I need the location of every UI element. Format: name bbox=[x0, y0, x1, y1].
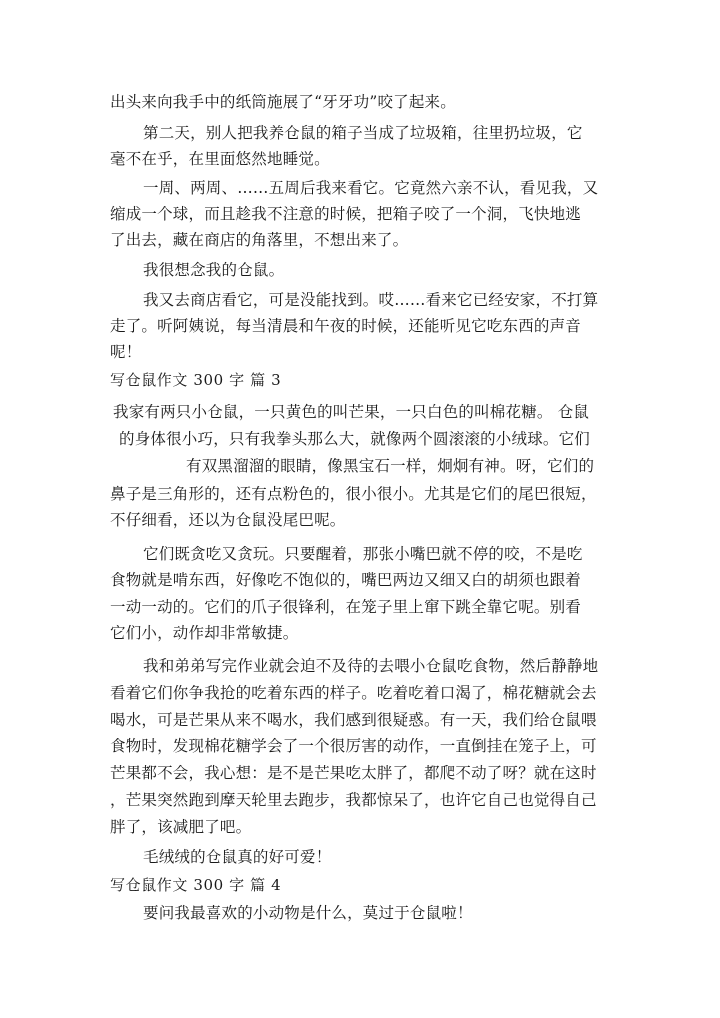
text-line: 我很想念我的仓鼠。 bbox=[143, 261, 285, 279]
text-line: ，芒果突然跑到摩天轮里去跑步，我都惊呆了，也许它自己也觉得自己 bbox=[110, 791, 597, 809]
section-heading: 写仓鼠作文 300 字 篇 4 bbox=[110, 876, 282, 894]
text-line: 我和弟弟写完作业就会迫不及待的去喂小仓鼠吃食物，然后静静地 bbox=[143, 657, 599, 675]
section-heading: 写仓鼠作文 300 字 篇 3 bbox=[110, 371, 282, 389]
text-line: 了出去，藏在商店的角落里，不想出来了。 bbox=[110, 231, 409, 249]
text-line: 芒果都不会，我心想：是不是芒果吃太胖了，都爬不动了呀？就在这时 bbox=[110, 764, 597, 782]
text-line: 缩成一个球，而且趁我不注意的时候，把箱子咬了一个洞，飞快地逃 bbox=[110, 205, 582, 223]
text-line: 它们小，动作却非常敏捷。 bbox=[110, 624, 299, 642]
text-line: 要问我最喜欢的小动物是什么，莫过于仓鼠啦！ bbox=[143, 904, 473, 922]
text-line: 我家有两只小仓鼠，一只黄色的叫芒果，一只白色的叫棉花糖。 仓鼠 bbox=[113, 403, 590, 421]
text-line: 喝水，可是芒果从来不喝水，我们感到很疑惑。有一天，我们给仓鼠喂 bbox=[110, 711, 597, 729]
text-line: 一周、两周、……五周后我来看它。它竟然六亲不认，看见我，又 bbox=[143, 179, 599, 197]
text-line: 的身体很小巧，只有我拳头那么大，就像两个圆滚滚的小绒球。它们 bbox=[119, 430, 591, 448]
text-line: 毫不在乎，在里面悠然地睡觉。 bbox=[110, 150, 330, 168]
text-line: 不仔细看，还以为仓鼠没尾巴呢。 bbox=[110, 511, 346, 529]
text-line: 一动一动的。它们的爪子很锋利，在笼子里上窜下跳全靠它呢。别看 bbox=[110, 598, 582, 616]
text-line: 第二天，别人把我养仓鼠的箱子当成了垃圾箱，往里扔垃圾，它 bbox=[143, 124, 583, 142]
text-line: 我又去商店看它，可是没能找到。哎……看来它已经安家，不打算 bbox=[143, 291, 599, 309]
text-line: 看着它们你争我抢的吃着东西的样子。吃着吃着口渴了，棉花糖就会去 bbox=[110, 684, 597, 702]
text-line: 食物时，发现棉花糖学会了一个很厉害的动作，一直倒挂在笼子上，可 bbox=[110, 737, 597, 755]
text-line: 出头来向我手中的纸筒施展了“牙牙功”咬了起来。 bbox=[110, 93, 456, 111]
text-line: 胖了，该减肥了吧。 bbox=[110, 818, 252, 836]
text-line: 食物就是啃东西，好像吃不饱似的，嘴巴两边又细又白的胡须也跟着 bbox=[110, 571, 582, 589]
text-line: 毛绒绒的仓鼠真的好可爱！ bbox=[143, 848, 332, 866]
text-line: 走了。听阿姨说，每当清晨和午夜的时候，还能听见它吃东西的声音 bbox=[110, 317, 582, 335]
text-line: 有双黑溜溜的眼睛，像黑宝石一样，炯炯有神。呀，它们的 bbox=[186, 457, 595, 475]
text-line: 呢！ bbox=[110, 343, 142, 361]
text-line: 它们既贪吃又贪玩。只要醒着，那张小嘴巴就不停的咬，不是吃 bbox=[143, 545, 583, 563]
text-line: 鼻子是三角形的，还有点粉色的，很小很小。尤其是它们的尾巴很短， bbox=[110, 485, 597, 503]
